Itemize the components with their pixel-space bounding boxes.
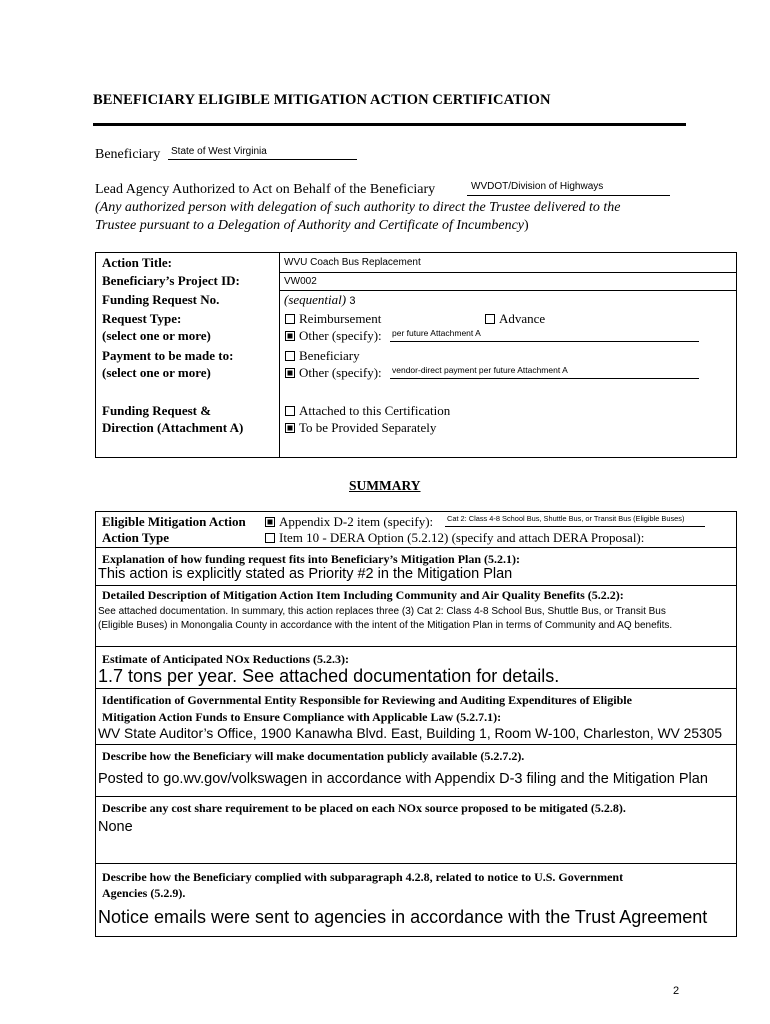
title-underline (93, 123, 686, 126)
funding-no-hint: (sequential) (284, 292, 347, 307)
funding-direction-hint: Direction (Attachment A) (102, 420, 244, 435)
ema-label: Eligible Mitigation Action (102, 514, 246, 529)
item10-checkbox[interactable] (265, 533, 275, 543)
payment-label: Payment to be made to: (102, 348, 234, 363)
public-answer[interactable]: Posted to go.wv.gov/volkswagen in accordance with Appendix D-3 filing and the Mitigation Plan (98, 771, 708, 787)
summary-divider (95, 863, 737, 864)
advance-checkbox[interactable] (485, 314, 495, 324)
notice-question-2: Agencies (5.2.9). (102, 886, 186, 900)
request-other-option[interactable]: Other (specify): (285, 327, 382, 345)
appendix-checkbox[interactable] (265, 517, 275, 527)
public-question: Describe how the Beneficiary will make documentation publicly available (5.2.7.2). (102, 749, 525, 763)
funding-no-value: 3 (349, 295, 356, 307)
request-type-hint: (select one or more) (102, 328, 211, 343)
beneficiary-field[interactable] (168, 145, 357, 160)
action-type-label: Action Type (102, 530, 170, 545)
gov-question-2: Mitigation Action Funds to Ensure Compliance with Applicable Law (5.2.7.1): (102, 710, 502, 724)
page-title: BENEFICIARY ELIGIBLE MITIGATION ACTION CERTIFICATION (93, 92, 551, 108)
request-type-label: Request Type: (102, 311, 182, 326)
separate-option[interactable]: To be Provided Separately (285, 419, 436, 437)
gov-question-1: Identification of Governmental Entity Responsible for Reviewing and Auditing Expenditures of Eligible (102, 693, 632, 707)
appendix-field[interactable] (445, 514, 705, 527)
advance-option[interactable]: Advance (485, 310, 545, 328)
payment-other-value: vendor-direct payment per future Attachment A (392, 365, 568, 375)
description-question: Detailed Description of Mitigation Action Item Including Community and Air Quality Benefits (5.2.2): (102, 588, 624, 602)
request-other-checkbox[interactable] (285, 331, 295, 341)
separate-checkbox[interactable] (285, 423, 295, 433)
summary-divider (95, 796, 737, 797)
gov-answer[interactable]: WV State Auditor’s Office, 1900 Kanawha Blvd. East, Building 1, Room W-100, Charleston, WV 25305 (98, 726, 723, 741)
beneficiary-label: Beneficiary (95, 147, 161, 162)
request-other-value: per future Attachment A (392, 328, 481, 338)
summary-divider (95, 585, 737, 586)
summary-divider (95, 688, 737, 689)
description-answer-1[interactable]: See attached documentation. In summary, this action replaces three (3) Cat 2: Class 4-8 School Bus, Shuttle Bus, or Transit Bus (98, 606, 666, 617)
action-table-divider (279, 252, 280, 458)
explanation-question: Explanation of how funding request fits into Beneficiary’s Mitigation Plan (5.2.1): (102, 552, 521, 566)
project-id-value[interactable]: VW002 (284, 276, 317, 287)
action-title-value[interactable]: WVU Coach Bus Replacement (284, 257, 421, 268)
cost-question: Describe any cost share requirement to be placed on each NOx source proposed to be mitigated (5.2.8). (102, 801, 626, 815)
summary-heading: SUMMARY (349, 478, 421, 493)
appendix-option[interactable]: Appendix D-2 item (specify): (265, 513, 433, 531)
beneficiary-value: State of West Virginia (171, 146, 267, 157)
payment-other-field[interactable] (390, 365, 699, 379)
lead-agency-note-1: (Any authorized person with delegation of such authority to direct the Trustee delivered to the (95, 200, 621, 215)
reimbursement-checkbox[interactable] (285, 314, 295, 324)
attached-checkbox[interactable] (285, 406, 295, 416)
description-answer-2[interactable]: (Eligible Buses) in Monongalia County in accordance with the intent of the Mitigation Plan in terms of Community and AQ benefits. (98, 620, 673, 631)
payment-beneficiary-option[interactable]: Beneficiary (285, 347, 360, 365)
explanation-answer[interactable]: This action is explicitly stated as Priority #2 in the Mitigation Plan (98, 566, 513, 582)
lead-agency-note-2: Trustee pursuant to a Delegation of Authority and Certificate of Incumbency) (95, 218, 529, 233)
funding-no-field[interactable] (284, 291, 355, 311)
payment-hint: (select one or more) (102, 365, 211, 380)
funding-direction-label: Funding Request & (102, 403, 212, 418)
action-title-underline (279, 272, 737, 273)
item10-option[interactable]: Item 10 - DERA Option (5.2.12) (specify and attach DERA Proposal): (265, 529, 644, 547)
nox-question: Estimate of Anticipated NOx Reductions (5.2.3): (102, 652, 349, 666)
appendix-value: Cat 2: Class 4-8 School Bus, Shuttle Bus, or Transit Bus (Eligible Buses) (447, 514, 685, 523)
lead-agency-label: Lead Agency Authorized to Act on Behalf of the Beneficiary (95, 182, 436, 197)
request-other-field[interactable] (390, 328, 699, 342)
summary-divider (95, 547, 737, 548)
reimbursement-option[interactable]: Reimbursement (285, 310, 381, 328)
cost-answer[interactable]: None (98, 819, 133, 835)
funding-no-label: Funding Request No. (102, 292, 220, 307)
notice-question-1: Describe how the Beneficiary complied with subparagraph 4.2.8, related to notice to U.S. Government (102, 870, 624, 884)
lead-agency-value: WVDOT/Division of Highways (471, 181, 604, 192)
payment-beneficiary-checkbox[interactable] (285, 351, 295, 361)
notice-answer[interactable]: Notice emails were sent to agencies in accordance with the Trust Agreement (98, 907, 708, 927)
project-id-label: Beneficiary’s Project ID: (102, 273, 240, 288)
summary-divider (95, 646, 737, 647)
lead-agency-field[interactable] (467, 181, 670, 196)
action-title-label: Action Title: (102, 255, 172, 270)
payment-other-checkbox[interactable] (285, 368, 295, 378)
page-number: 2 (673, 985, 680, 997)
attached-option[interactable]: Attached to this Certification (285, 402, 450, 420)
summary-divider (95, 744, 737, 745)
payment-other-option[interactable]: Other (specify): (285, 364, 382, 382)
nox-answer[interactable]: 1.7 tons per year. See attached documentation for details. (98, 666, 560, 686)
